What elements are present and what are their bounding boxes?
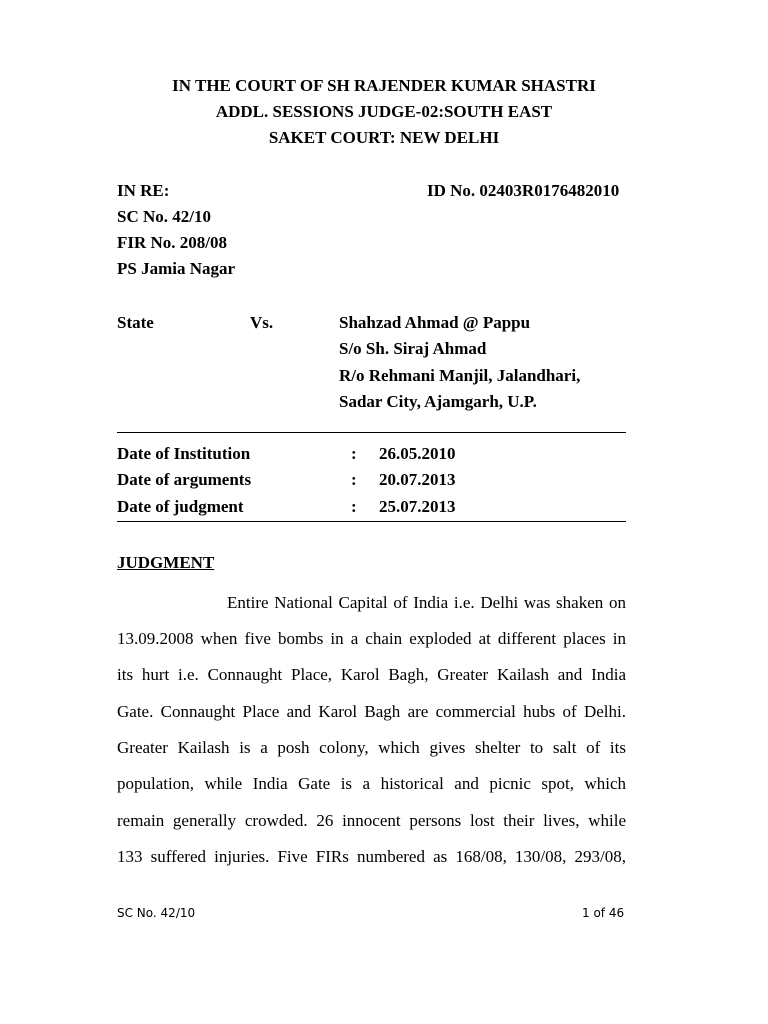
divider-top (117, 432, 626, 433)
id-number: ID No. 02403R0176482010 (427, 181, 620, 200)
versus-label: Vs. (250, 313, 274, 332)
date-arguments-sep: : (351, 470, 357, 489)
divider-bottom (117, 521, 626, 522)
date-judgment-label: Date of judgment (117, 497, 244, 516)
in-re-label: IN RE: (117, 181, 170, 200)
paragraph-line: 13.09.2008 when five bombs in a chain exploded at different places in (117, 629, 626, 648)
date-arguments-value: 20.07.2013 (379, 470, 456, 489)
court-title-line-3: SAKET COURT: NEW DELHI (268, 128, 500, 147)
paragraph-line: Entire National Capital of India i.e. Delhi was shaken on (227, 593, 626, 612)
paragraph-line: population, while India Gate is a historical and picnic spot, which (117, 774, 626, 793)
paragraph-line: Greater Kailash is a posh colony, which gives shelter to salt of its (117, 738, 626, 757)
paragraph-line: Gate. Connaught Place and Karol Bagh are commercial hubs of Delhi. (117, 702, 626, 721)
date-institution-sep: : (351, 444, 357, 463)
court-title-line-2: ADDL. SESSIONS JUDGE-02:SOUTH EAST (215, 102, 553, 121)
judgment-heading: JUDGMENT (117, 553, 215, 572)
date-judgment-value: 25.07.2013 (379, 497, 456, 516)
accused-line-4: Sadar City, Ajamgarh, U.P. (339, 392, 537, 411)
date-institution-value: 26.05.2010 (379, 444, 456, 463)
footer-case-number: SC No. 42/10 (117, 906, 196, 920)
date-arguments-label: Date of arguments (117, 470, 252, 489)
accused-line-3: R/o Rehmani Manjil, Jalandhari, (339, 366, 581, 385)
party-state: State (117, 313, 154, 332)
footer-page-number: 1 of 46 (582, 906, 625, 920)
date-judgment-sep: : (351, 497, 357, 516)
sc-number: SC No. 42/10 (117, 207, 211, 226)
accused-line-1: Shahzad Ahmad @ Pappu (339, 313, 531, 332)
paragraph-line: remain generally crowded. 26 innocent persons lost their lives, while (117, 811, 626, 830)
court-title-line-1: IN THE COURT OF SH RAJENDER KUMAR SHASTRI (172, 76, 596, 95)
police-station: PS Jamia Nagar (117, 259, 236, 278)
paragraph-line: its hurt i.e. Connaught Place, Karol Bagh, Greater Kailash and India (117, 665, 626, 684)
paragraph-line: 133 suffered injuries. Five FIRs numbered as 168/08, 130/08, 293/08, (117, 847, 626, 866)
fir-number: FIR No. 208/08 (117, 233, 228, 252)
date-institution-label: Date of Institution (117, 444, 251, 463)
accused-line-2: S/o Sh. Siraj Ahmad (339, 339, 487, 358)
